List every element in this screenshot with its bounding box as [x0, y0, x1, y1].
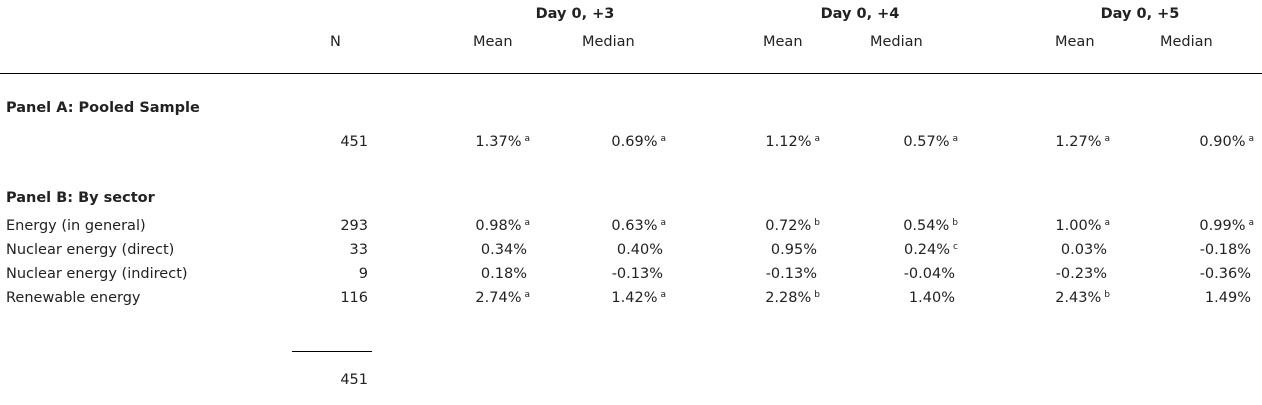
column-header-median: Median [582, 34, 635, 50]
table-cell: -0.13% [611, 266, 663, 282]
group-header-day0-3: Day 0, +3 [535, 6, 615, 22]
total-n: 451 [340, 372, 368, 388]
row-n: 293 [340, 218, 368, 234]
column-header-n: N [330, 34, 341, 50]
row-label: Energy (in general) [6, 218, 146, 234]
table-cell: 0.69% $^a$ [611, 134, 666, 150]
column-header-mean: Mean [473, 34, 513, 50]
row-label: Nuclear energy (indirect) [6, 266, 188, 282]
column-header-mean: Mean [763, 34, 803, 50]
table-cell: 1.40% [908, 290, 955, 306]
table-cell: -0.04% [903, 266, 955, 282]
table-cell: 1.12% $^a$ [765, 134, 820, 150]
table-cell: 1.00% $^a$ [1055, 218, 1110, 234]
table-cell: 2.43% $^b$ [1055, 290, 1110, 306]
column-header-mean: Mean [1055, 34, 1095, 50]
group-header-day0-5: Day 0, +5 [1100, 6, 1180, 22]
table-cell: 1.27% $^a$ [1055, 134, 1110, 150]
table-cell: -0.18% [1199, 242, 1251, 258]
total-rule [292, 351, 372, 352]
header-rule [0, 73, 1262, 74]
table-cell: 2.74% $^a$ [475, 290, 530, 306]
panel-b-title: Panel B: By sector [6, 190, 155, 206]
row-n: 116 [340, 290, 368, 306]
panel-a-title: Panel A: Pooled Sample [6, 100, 200, 116]
table-cell: 1.37% $^a$ [475, 134, 530, 150]
row-label: Nuclear energy (direct) [6, 242, 175, 258]
table-cell: 0.72% $^b$ [765, 218, 820, 234]
column-header-median: Median [870, 34, 923, 50]
table-cell: 0.03% [1060, 242, 1107, 258]
table-cell: 0.24% $^c$ [903, 242, 958, 258]
table-cell: 0.95% [770, 242, 817, 258]
column-header-median: Median [1160, 34, 1213, 50]
table-cell: 0.40% [616, 242, 663, 258]
table-cell: 2.28% $^b$ [765, 290, 820, 306]
table-cell: 1.49% [1204, 290, 1251, 306]
table-cell: 0.34% [480, 242, 527, 258]
table-cell: 0.98% $^a$ [475, 218, 530, 234]
row-n: 9 [358, 266, 368, 282]
table-cell: 0.99% $^a$ [1199, 218, 1254, 234]
table-cell: 1.42% $^a$ [611, 290, 666, 306]
table-cell: 0.63% $^a$ [611, 218, 666, 234]
table-cell: -0.36% [1199, 266, 1251, 282]
table-cell: 0.90% $^a$ [1199, 134, 1254, 150]
panel-a-n: 451 [340, 134, 368, 150]
table-cell: 0.54% $^b$ [903, 218, 958, 234]
table-cell: 0.18% [480, 266, 527, 282]
group-header-day0-4: Day 0, +4 [820, 6, 900, 22]
row-n: 33 [349, 242, 368, 258]
table-cell: -0.13% [765, 266, 817, 282]
row-label: Renewable energy [6, 290, 141, 306]
table-cell: 0.57% $^a$ [903, 134, 958, 150]
table-cell: -0.23% [1055, 266, 1107, 282]
